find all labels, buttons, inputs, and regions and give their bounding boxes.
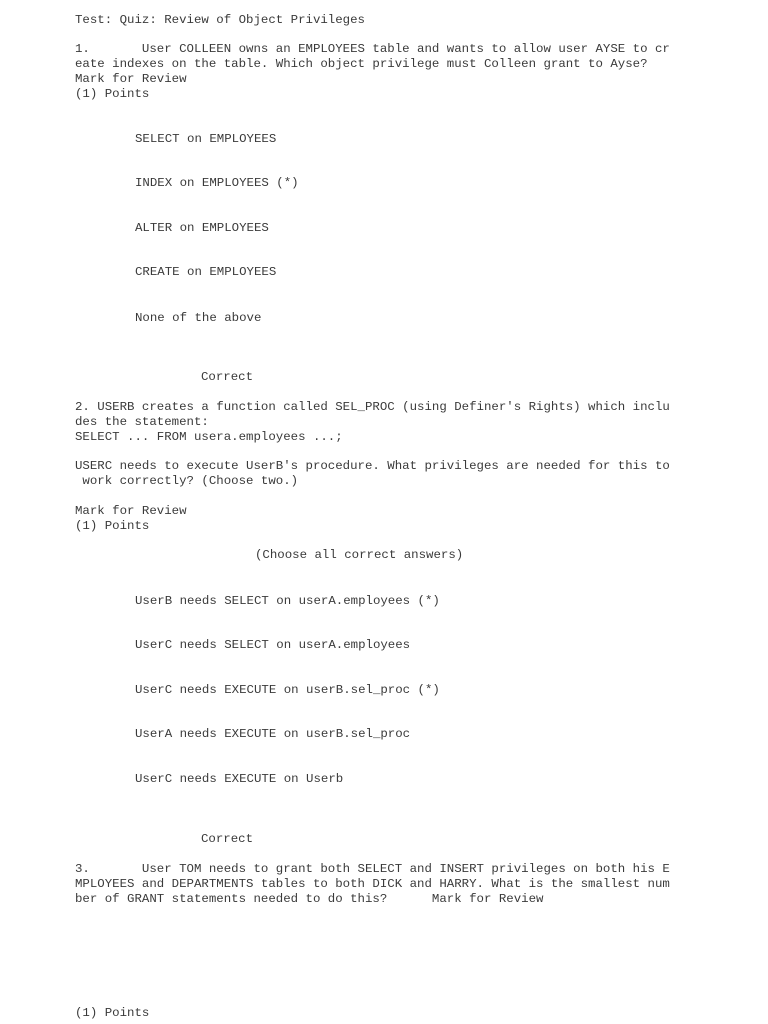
question-2-option-e: UserC needs EXECUTE on Userb — [135, 772, 344, 786]
question-2-code-line: SELECT ... FROM usera.employees ...; — [75, 430, 343, 444]
question-1-text-line: eate indexes on the table. Which object privilege must Colleen grant to Ayse? — [75, 57, 648, 71]
question-2-points: (1) Points — [75, 519, 150, 533]
question-1-option-d: CREATE on EMPLOYEES — [135, 265, 277, 279]
question-1-option-b: INDEX on EMPLOYEES (*) — [135, 176, 299, 190]
question-1-option-a: SELECT on EMPLOYEES — [135, 132, 277, 146]
question-2-text-line: USERC needs to execute UserB's procedure. What privileges are needed for this to — [75, 459, 670, 473]
question-3-text-line: MPLOYEES and DEPARTMENTS tables to both DICK and HARRY. What is the smallest num — [75, 877, 670, 891]
question-1-mark-for-review: Mark for Review — [75, 72, 187, 86]
question-3-text-line: ber of GRANT statements needed to do this? Mark for Review — [75, 892, 544, 906]
question-2-choose-hint: (Choose all correct answers) — [255, 548, 464, 562]
question-2-option-c: UserC needs EXECUTE on userB.sel_proc (*) — [135, 683, 440, 697]
question-1-points: (1) Points — [75, 87, 150, 101]
question-2-text-line: work correctly? (Choose two.) — [75, 474, 299, 488]
page-title: Test: Quiz: Review of Object Privileges — [75, 13, 365, 27]
question-2-status: Correct — [201, 832, 254, 846]
question-2-text-line: 2. USERB creates a function called SEL_PROC (using Definer's Rights) which inclu — [75, 400, 670, 414]
question-3-points: (1) Points — [75, 1006, 150, 1020]
question-2-option-a: UserB needs SELECT on userA.employees (*) — [135, 594, 440, 608]
question-2-mark-for-review: Mark for Review — [75, 504, 187, 518]
question-1-option-c: ALTER on EMPLOYEES — [135, 221, 269, 235]
question-2-option-d: UserA needs EXECUTE on userB.sel_proc — [135, 727, 411, 741]
question-1-text-line: 1. User COLLEEN owns an EMPLOYEES table and wants to allow user AYSE to cr — [75, 42, 670, 56]
question-3-text-line: 3. User TOM needs to grant both SELECT and INSERT privileges on both his E — [75, 862, 670, 876]
question-2-text-line: des the statement: — [75, 415, 209, 429]
question-1-status: Correct — [201, 370, 254, 384]
question-2-option-b: UserC needs SELECT on userA.employees — [135, 638, 411, 652]
question-1-option-e: None of the above — [135, 311, 262, 325]
